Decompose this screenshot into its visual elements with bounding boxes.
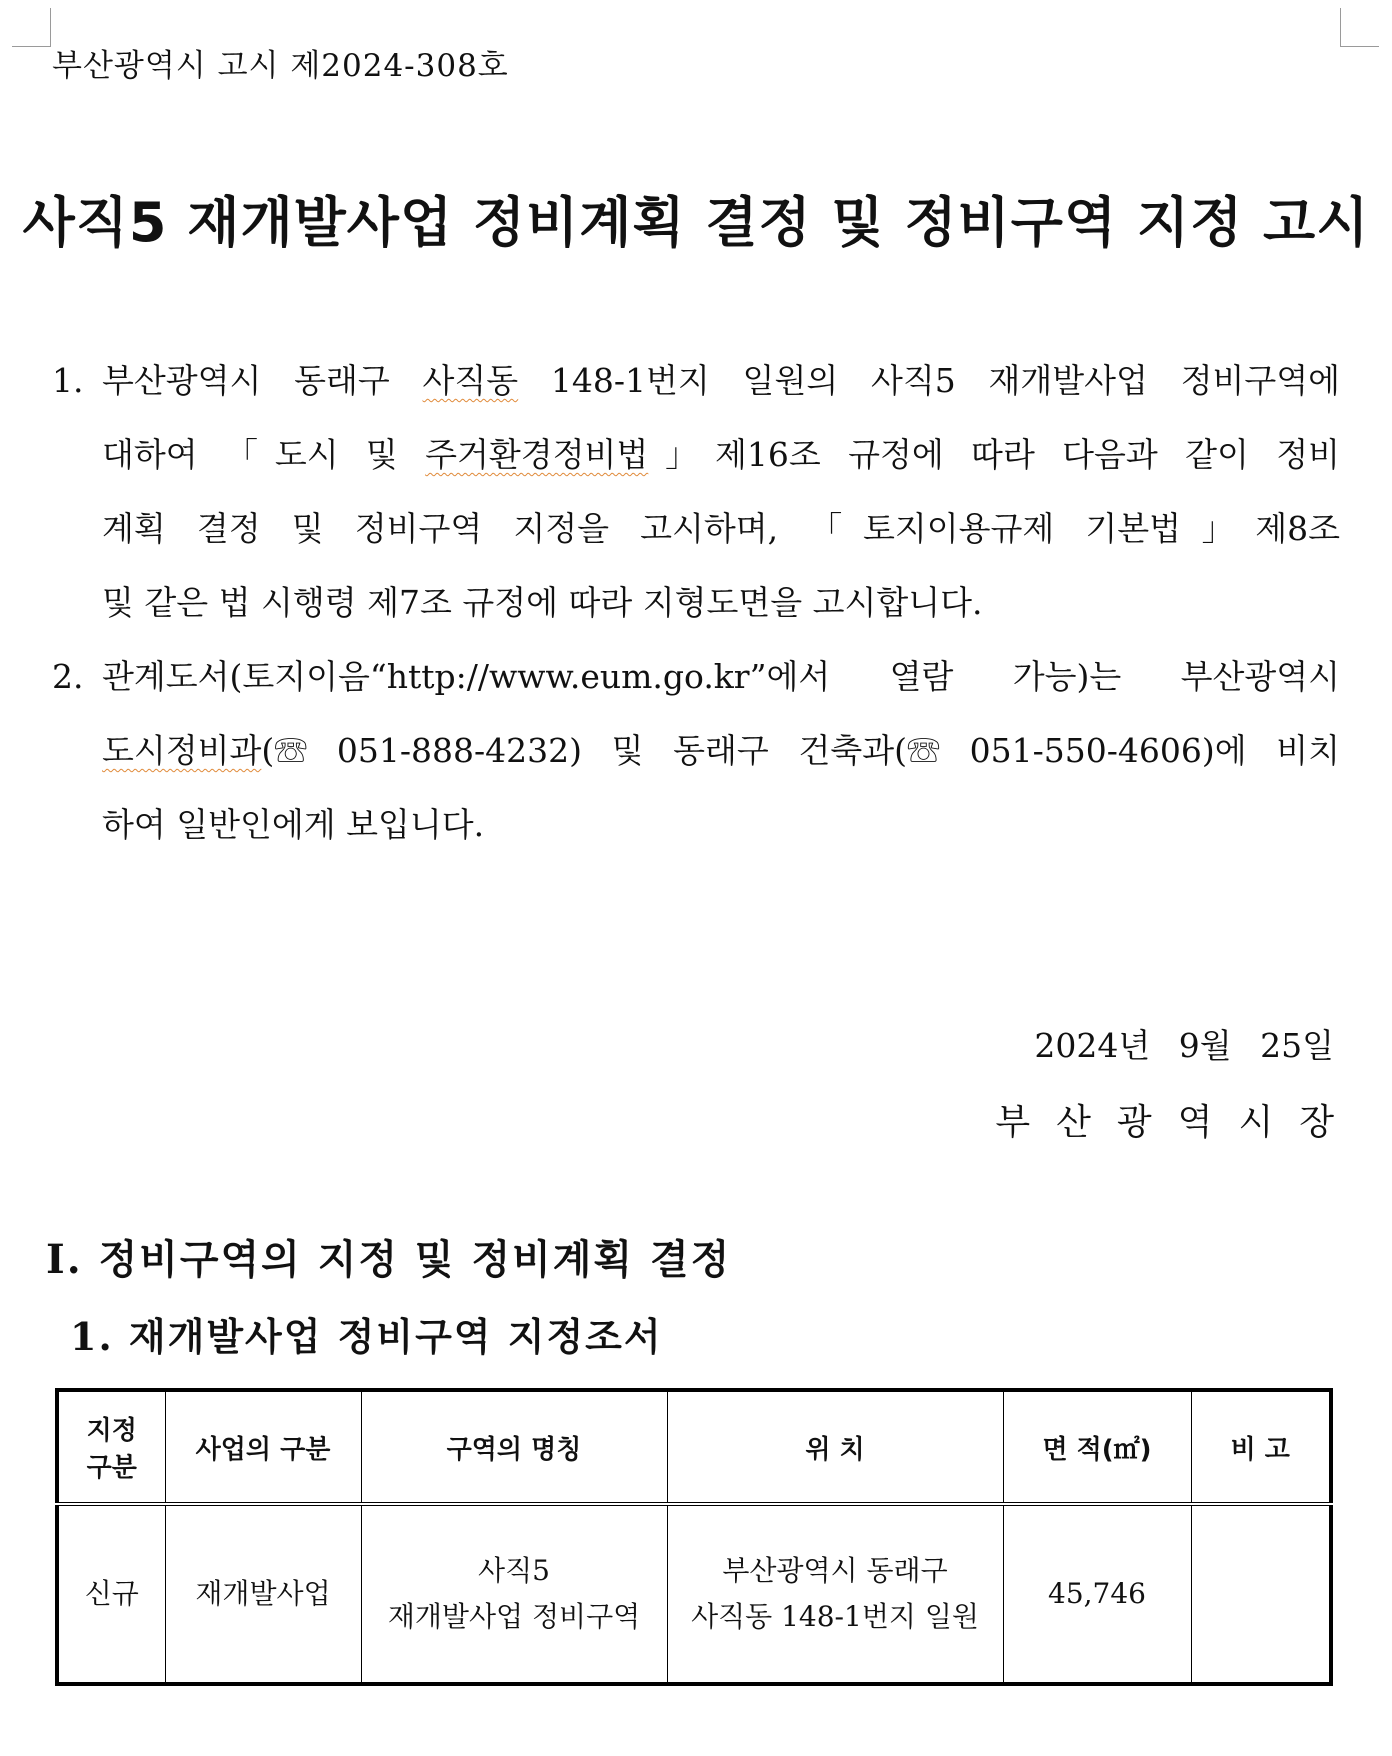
paragraph-line: [102, 788, 1340, 862]
paragraph-line: [102, 566, 1340, 640]
text-segment: 대하여 「도시 및: [102, 435, 426, 474]
issuer-signature: 부산광역시장: [995, 1102, 1360, 1143]
spellcheck-underlined-word: 사직동: [422, 361, 519, 400]
subsection-title: 1. 재개발사업 정비구역 지정조서: [70, 1314, 663, 1359]
paragraph-1: [52, 344, 1340, 640]
text-segment: 계획 결정 및 정비구역 지정을 고시하며, 「토지이용규제 기본법」제8조: [102, 509, 1340, 548]
section-title: I. 정비구역의 지정 및 정비계획 결정: [46, 1236, 732, 1283]
cell-designation-type: 신규: [57, 1504, 165, 1684]
paragraph-line: [102, 492, 1340, 566]
paragraph-line: [102, 640, 1340, 714]
paragraph-line: [102, 714, 1340, 788]
text-segment: 하여 일반인에게 보입니다.: [102, 805, 485, 844]
text-segment: (☏ 051-888-4232) 및 동래구 건축과(☏ 051-550-4606)에 비치: [261, 731, 1340, 770]
text-segment: 부산광역시 동래구: [102, 361, 423, 400]
cell-area: 45,746: [1003, 1504, 1191, 1684]
text-segment: 관계도서(토지이음“http://www.eum.go.kr”에서 열람 가능)는 부산광역시: [102, 657, 1340, 696]
document-title: 사직5 재개발사업 정비계획 결정 및 정비구역 지정 고시: [22, 191, 1370, 254]
paragraph-line: [102, 418, 1340, 492]
header-location: 위 치: [667, 1390, 1003, 1504]
cell-location: 부산광역시 동래구 사직동 148-1번지 일원: [667, 1504, 1003, 1684]
paragraph-2: [52, 640, 1340, 862]
header-zone-name: 구역의 명칭: [361, 1390, 667, 1504]
header-project-type: 사업의 구분: [165, 1390, 361, 1504]
paragraph-lines: [52, 640, 1340, 862]
text-segment: 및 같은 법 시행령 제7조 규정에 따라 지형도면을 고시합니다.: [102, 583, 983, 622]
text-segment: 148-1번지 일원의 사직5 재개발사업 정비구역에: [518, 361, 1340, 400]
crop-mark-top-left: [12, 8, 51, 47]
header-designation-type: 지정 구분: [57, 1390, 165, 1504]
paragraph-lines: [52, 344, 1340, 640]
spellcheck-underlined-word: 도시정비과: [102, 731, 262, 770]
notice-number: 부산광역시 고시 제2024-308호: [52, 48, 509, 84]
header-area: 면 적(㎡): [1003, 1390, 1191, 1504]
cell-remarks: [1191, 1504, 1331, 1684]
cell-project-type: 재개발사업: [165, 1504, 361, 1684]
spellcheck-underlined-word: 주거환경정비법: [425, 435, 649, 474]
crop-mark-top-right: [1340, 8, 1379, 47]
header-remarks: 비 고: [1191, 1390, 1331, 1504]
paragraph-number: 2.: [52, 657, 84, 696]
paragraph-number: 1.: [52, 361, 84, 400]
paragraph-line: [102, 344, 1340, 418]
table-row: [57, 1504, 1331, 1684]
text-segment: 」제16조 규정에 따라 다음과 같이 정비: [648, 435, 1340, 474]
notice-date: 2024년 9월 25일: [1034, 1026, 1334, 1065]
designation-table: [55, 1388, 1333, 1686]
table-header-row: [57, 1390, 1331, 1504]
cell-zone-name: 사직5 재개발사업 정비구역: [361, 1504, 667, 1684]
